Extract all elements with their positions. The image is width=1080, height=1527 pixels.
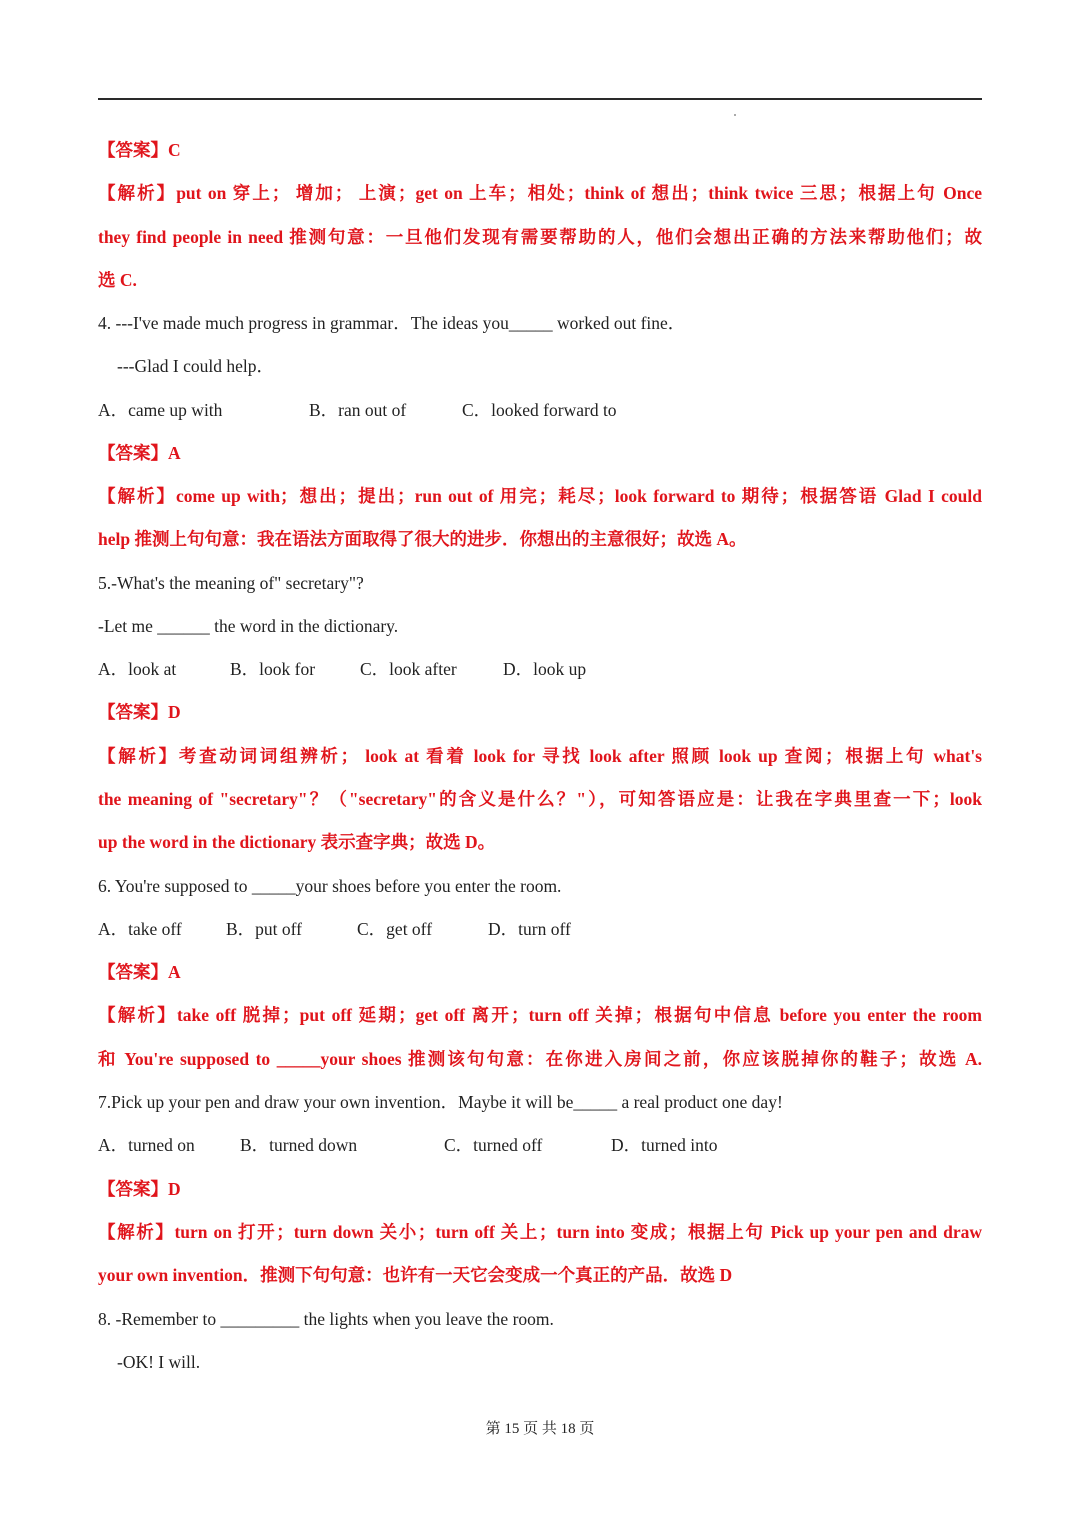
explanation-q4-line1: 【解析】come up with；想出；提出；run out of 用完；耗尽；look forward to 期待；根据答语 Glad I could (98, 486, 982, 506)
explanation-q7-line1: 【解析】turn on 打开；turn down 关小；turn off 关上；turn into 变成；根据上句 Pick up your pen and draw (98, 1222, 982, 1242)
q7-option-b: B．turned down (240, 1135, 358, 1155)
q5-option-c: C．look after (360, 659, 457, 679)
question-6-stem: 6. You're supposed to _____your shoes before you enter the room. (98, 876, 562, 896)
explanation-q3-line3: 选 C. (98, 270, 137, 290)
q5-option-b: B．look for (230, 659, 316, 679)
question-5-stem: 5.-What's the meaning of" secretary"? (98, 573, 364, 593)
explanation-q5-line2: the meaning of "secretary"？（"secretary"的含义是什么？"），可知答语应是：让我在字典里查一下；look (98, 789, 982, 809)
answer-q7: 【答案】D (98, 1179, 181, 1199)
answer-q5: 【答案】D (98, 702, 181, 722)
explanation-q5-line1: 【解析】考查动词词组辨析； look at 看着 look for 寻找 look after 照顾 look up 查阅；根据上句 what's (98, 746, 982, 766)
question-5-reply: -Let me ______ the word in the dictionary. (98, 616, 399, 636)
q5-option-a: A．look at (98, 659, 177, 679)
explanation-q3-line2: they find people in need 推测句意：一旦他们发现有需要帮助的人，他们会想出正确的方法来帮助他们；故 (98, 227, 982, 247)
question-8-stem: 8. -Remember to _________ the lights when you leave the room. (98, 1309, 554, 1329)
explanation-q3-line1: 【解析】put on 穿上； 增加； 上演；get on 上车；相处；think of 想出；think twice 三思；根据上句 Once (98, 183, 982, 203)
explanation-q6-line2: 和 You're supposed to _____your shoes 推测该句句意：在你进入房间之前，你应该脱掉你的鞋子；故选 A. (98, 1049, 982, 1069)
q4-option-c: C．looked forward to (462, 400, 617, 420)
q6-option-d: D．turn off (488, 919, 571, 939)
explanation-q7-line2: your own invention．推测下句句意：也许有一天它会变成一个真正的产品．故选 D (98, 1265, 733, 1285)
explanation-q6-line1: 【解析】take off 脱掉；put off 延期；get off 离开；turn off 关掉；根据句中信息 before you enter the room (98, 1005, 982, 1025)
q6-option-c: C．get off (357, 919, 433, 939)
q7-option-a: A．turned on (98, 1135, 195, 1155)
question-4-stem: 4. ---I've made much progress in grammar．The ideas you_____ worked out fine． (98, 313, 686, 333)
q7-option-c: C．turned off (444, 1135, 543, 1155)
q6-option-b: B．put off (226, 919, 302, 939)
q5-option-d: D．look up (503, 659, 587, 679)
answer-q4: 【答案】A (98, 443, 181, 463)
q4-option-a: A．came up with (98, 400, 223, 420)
answer-q3: 【答案】C (98, 140, 181, 160)
scan-speck (734, 114, 736, 116)
answer-q6: 【答案】A (98, 962, 181, 982)
question-4-reply: ---Glad I could help． (117, 356, 274, 376)
question-8-reply: -OK! I will. (117, 1352, 201, 1372)
explanation-q4-line2: help 推测上句句意：我在语法方面取得了很大的进步．你想出的主意很好；故选 A。 (98, 529, 747, 549)
q6-option-a: A．take off (98, 919, 182, 939)
header-rule (98, 98, 982, 100)
page-footer: 第 15 页 共 18 页 (485, 1421, 595, 1437)
explanation-q5-line3: up the word in the dictionary 表示查字典；故选 D。 (98, 832, 496, 852)
q4-option-b: B．ran out of (309, 400, 407, 420)
q7-option-d: D．turned into (611, 1135, 718, 1155)
question-7-stem: 7.Pick up your pen and draw your own invention．Maybe it will be_____ a real product one day! (98, 1092, 783, 1112)
